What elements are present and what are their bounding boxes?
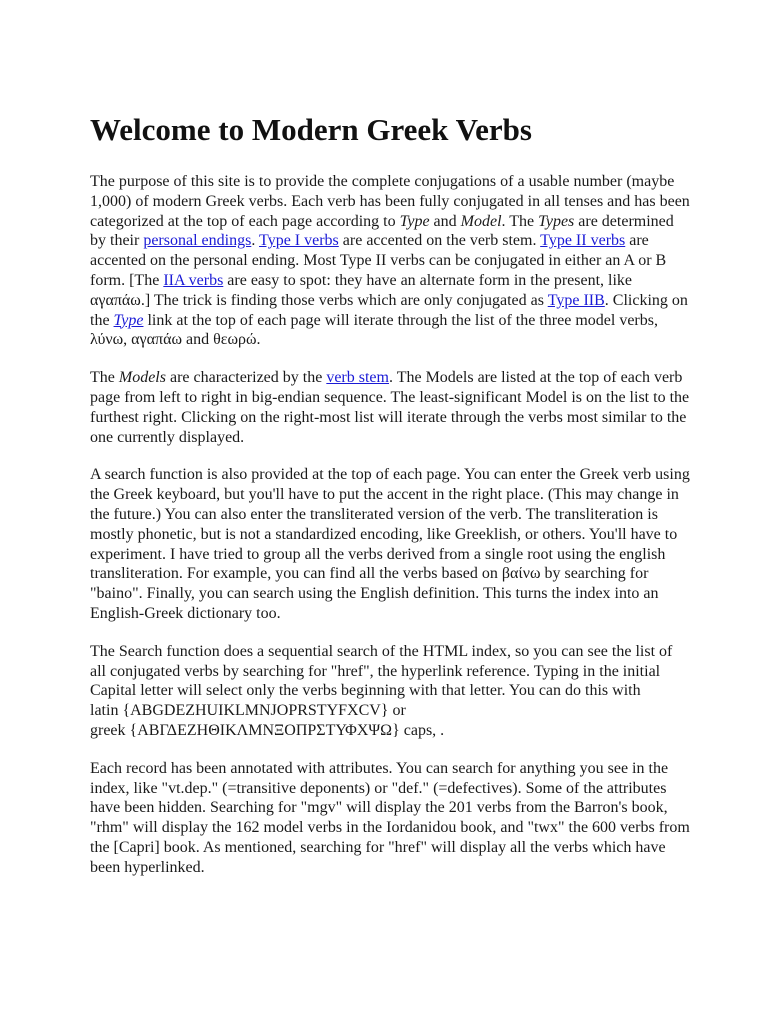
text-segment: and — [429, 212, 461, 230]
text-segment: . The — [501, 212, 539, 230]
models-paragraph — [90, 368, 690, 447]
text-segment: . — [251, 232, 260, 250]
page-title: Welcome to Modern Greek Verbs — [90, 112, 532, 147]
verb-stem-link[interactable]: verb stem — [326, 369, 389, 387]
models-emphasis: Models — [118, 369, 166, 387]
type-i-verbs-link[interactable]: Type I verbs — [259, 232, 339, 250]
latin-caps-line: latin {ABGDEZHUIKLMNJOPRSTYFXCV} or — [90, 702, 406, 720]
text-segment: are accented on the personal ending. Most Type II verbs can be conjugated in either an A or B form. [The — [90, 232, 667, 289]
type-ii-verbs-link[interactable]: Type II verbs — [540, 232, 626, 250]
intro-paragraph — [90, 172, 690, 350]
document-page — [90, 110, 690, 896]
type-emphasis: Type — [399, 212, 430, 230]
type-link[interactable] — [114, 312, 144, 329]
iia-verbs-link[interactable]: IIA verbs — [163, 271, 224, 289]
text-segment: are easy to spot: they have an alternate form in the present, like αγαπάω.] The trick is finding those verbs which are only conjugated as — [90, 271, 633, 309]
text-segment: The — [90, 369, 119, 387]
search-paragraph: A search function is also provided at the top of each page. You can enter the Greek verb using the Greek keyboard, but you'll have to put the accent in the right place. (This may change in the future.) You can also enter the transliterated version of the verb. The transliteration is mostly phonetic, but is not a standardized encoding, like Greeklish, or others. You'll have to experiment. I have tried to group all the verbs derived from a single root using the english transliteration. For example, you can find all the verbs based on βαίνω by searching for "baino". Finally, you can search using the English definition. This turns the index into an English-Greek dictionary too. — [90, 466, 690, 622]
model-emphasis: Model — [460, 212, 502, 230]
search-function-paragraph — [90, 642, 690, 741]
text-segment: link at the top of each page will iterate through the list of the three model verbs, λύνω, αγαπάω and θεωρώ. — [90, 311, 658, 349]
text-segment: are determined by their — [90, 212, 674, 250]
attributes-paragraph: Each record has been annotated with attributes. You can search for anything you see in the index, like "vt.dep." (=transitive deponents) or "def." (=defectives). Some of the attributes have been hidden. Searching for "mgv" will display the 201 verbs from the Barron's book, "rhm" will display the 162 model verbs in the Iordanidou book, and "twx" the 600 verbs from the [Capri] book. As mentioned, searching for "href" will display all the verbs which have been hyperlinked. — [90, 759, 690, 876]
text-segment: are characterized by the — [165, 369, 327, 387]
text-segment: The Search function does a sequential search of the HTML index, so you can see the list of all conjugated verbs by searching for "href", the hyperlink reference. Typing in the initial Capital letter will select only the verbs beginning with that letter. You can do this with — [90, 642, 673, 700]
personal-endings-link[interactable]: personal endings — [143, 232, 252, 250]
type-iib-link[interactable]: Type IIB — [547, 291, 605, 309]
type-link-label: Type — [113, 311, 144, 329]
text-segment: . The Models are listed at the top of each verb page from left to right in big-endian sequence. The least-significant Model is on the list to the furthest right. Clicking on the right-most list will iterate through the verbs most similar to the one currently displayed. — [90, 369, 690, 446]
types-emphasis: Types — [538, 212, 575, 230]
text-segment: . Clicking on the — [90, 291, 688, 329]
text-segment: The purpose of this site is to provide the complete conjugations of a usable number (maybe 1,000) of modern Greek verbs. Each verb has been fully conjugated in all tenses and has been categorized at the top of each page according to — [90, 173, 690, 230]
text-segment: are accented on the verb stem. — [338, 232, 541, 250]
greek-caps-line: greek {ΑΒΓΔΕΖΗΘΙΚΛΜΝΞΟΠΡΣΤΥΦΧΨΩ} caps, . — [90, 721, 445, 739]
